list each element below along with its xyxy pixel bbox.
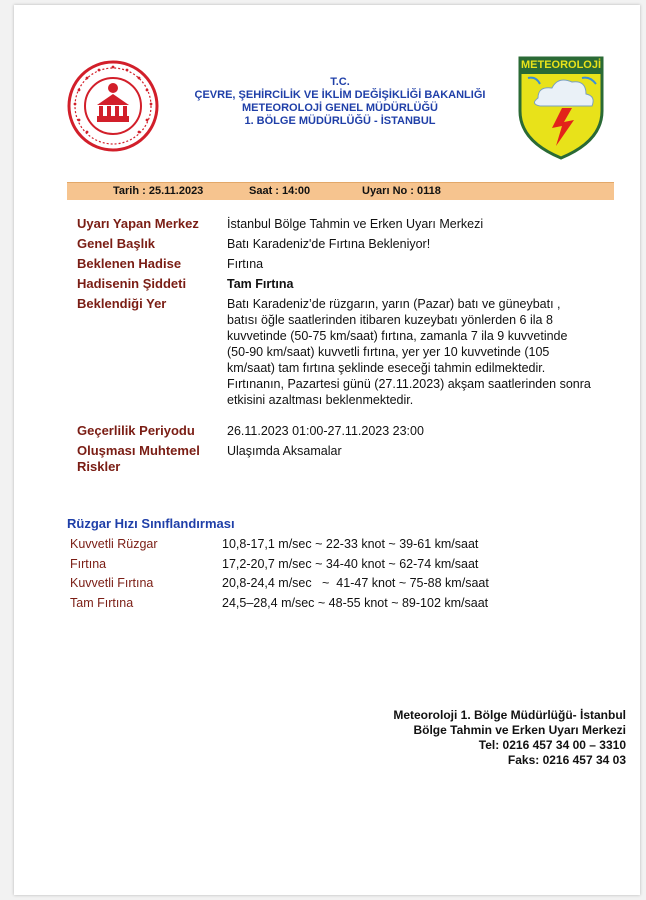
wind-row-value: 24,5–28,4 m/sec ~ 48-55 knot ~ 89-102 km/saat <box>222 596 489 610</box>
wind-row-name: Tam Fırtına <box>70 596 134 610</box>
ministry-seal-icon <box>67 60 159 152</box>
wind-row-name: Kuvvetli Fırtına <box>70 576 154 590</box>
ministry-header <box>190 76 490 128</box>
field-value-event: Fırtına <box>227 257 264 271</box>
field-label-validity: Geçerlilik Periyodu <box>77 423 195 438</box>
meteoroloji-logo-icon <box>518 56 604 160</box>
field-value-severity: Tam Fırtına <box>227 277 294 291</box>
field-label-center: Uyarı Yapan Merkez <box>77 216 199 231</box>
footer-fax: Faks: 0216 457 34 03 <box>507 753 626 767</box>
field-label-event: Beklenen Hadise <box>77 256 182 271</box>
header-line-4: 1. BÖLGE MÜDÜRLÜĞÜ - İSTANBUL <box>244 115 436 127</box>
wind-row-value: 20,8-24,4 m/sec ~ 41-47 knot ~ 75-88 km/saat <box>222 576 489 590</box>
wind-classification-title: Rüzgar Hızı Sınıflandırması <box>67 516 235 531</box>
footer-line-1: Meteoroloji 1. Bölge Müdürlüğü- İstanbul <box>393 708 626 722</box>
wind-row-name: Fırtına <box>70 557 107 571</box>
wind-row-value: 17,2-20,7 m/sec ~ 34-40 knot ~ 62-74 km/saat <box>222 557 479 571</box>
field-label-severity: Hadisenin Şiddeti <box>77 276 187 291</box>
field-value-risks: Ulaşımda Aksamalar <box>227 444 342 458</box>
field-label-risks: Oluşması Muhtemel Riskler <box>77 443 200 474</box>
warning-number: Uyarı No : 0118 <box>362 185 441 197</box>
field-label-location: Beklendiği Yer <box>77 296 167 311</box>
field-value-validity: 26.11.2023 01:00-27.11.2023 23:00 <box>227 424 424 438</box>
header-line-3: METEOROLOJİ GENEL MÜDÜRLÜĞÜ <box>242 102 438 114</box>
field-label-title: Genel Başlık <box>77 236 156 251</box>
warning-date: Tarih : 25.11.2023 <box>113 185 204 197</box>
wind-row-value: 10,8-17,1 m/sec ~ 22-33 knot ~ 39-61 km/saat <box>222 537 479 551</box>
meteoroloji-logo-text: METEOROLOJİ <box>520 59 602 71</box>
field-value-location: Batı Karadeniz’de rüzgarın, yarın (Pazar) batı ve güneybatı , batısı öğle saatlerinden itibaren kuzeybatı yönlerden 6 ila 8 kuvvetinde (50-75 km/saat) fırtına, zamanla 7 ila 9 kuvvetinde (50-90 km/saat) kuvvetli fırtına, yer yer 10 kuvvetinde (105 km/saat) tam fırtına şeklinde eseceği tahmin edilmektedir. Fırtınanın, Pazartesi günü (27.11.2023) akşam saatlerinden sonra etkisini azaltması beklenmektedir. <box>227 297 591 407</box>
header-line-1: T.C. <box>330 76 350 88</box>
warning-time: Saat : 14:00 <box>249 185 311 197</box>
wind-row-name: Kuvvetli Rüzgar <box>70 537 158 551</box>
field-value-center: İstanbul Bölge Tahmin ve Erken Uyarı Merkezi <box>227 217 484 231</box>
footer-line-2: Bölge Tahmin ve Erken Uyarı Merkezi <box>413 723 626 737</box>
header-line-2: ÇEVRE, ŞEHİRCİLİK VE İKLİM DEĞİŞİKLİĞİ BAKANLIĞI <box>194 89 486 101</box>
footer-phone: Tel: 0216 457 34 00 – 3310 <box>478 738 626 752</box>
contact-footer <box>393 708 626 768</box>
field-value-title: Batı Karadeniz'de Fırtına Bekleniyor! <box>227 237 431 251</box>
warning-info-bar <box>67 182 614 200</box>
